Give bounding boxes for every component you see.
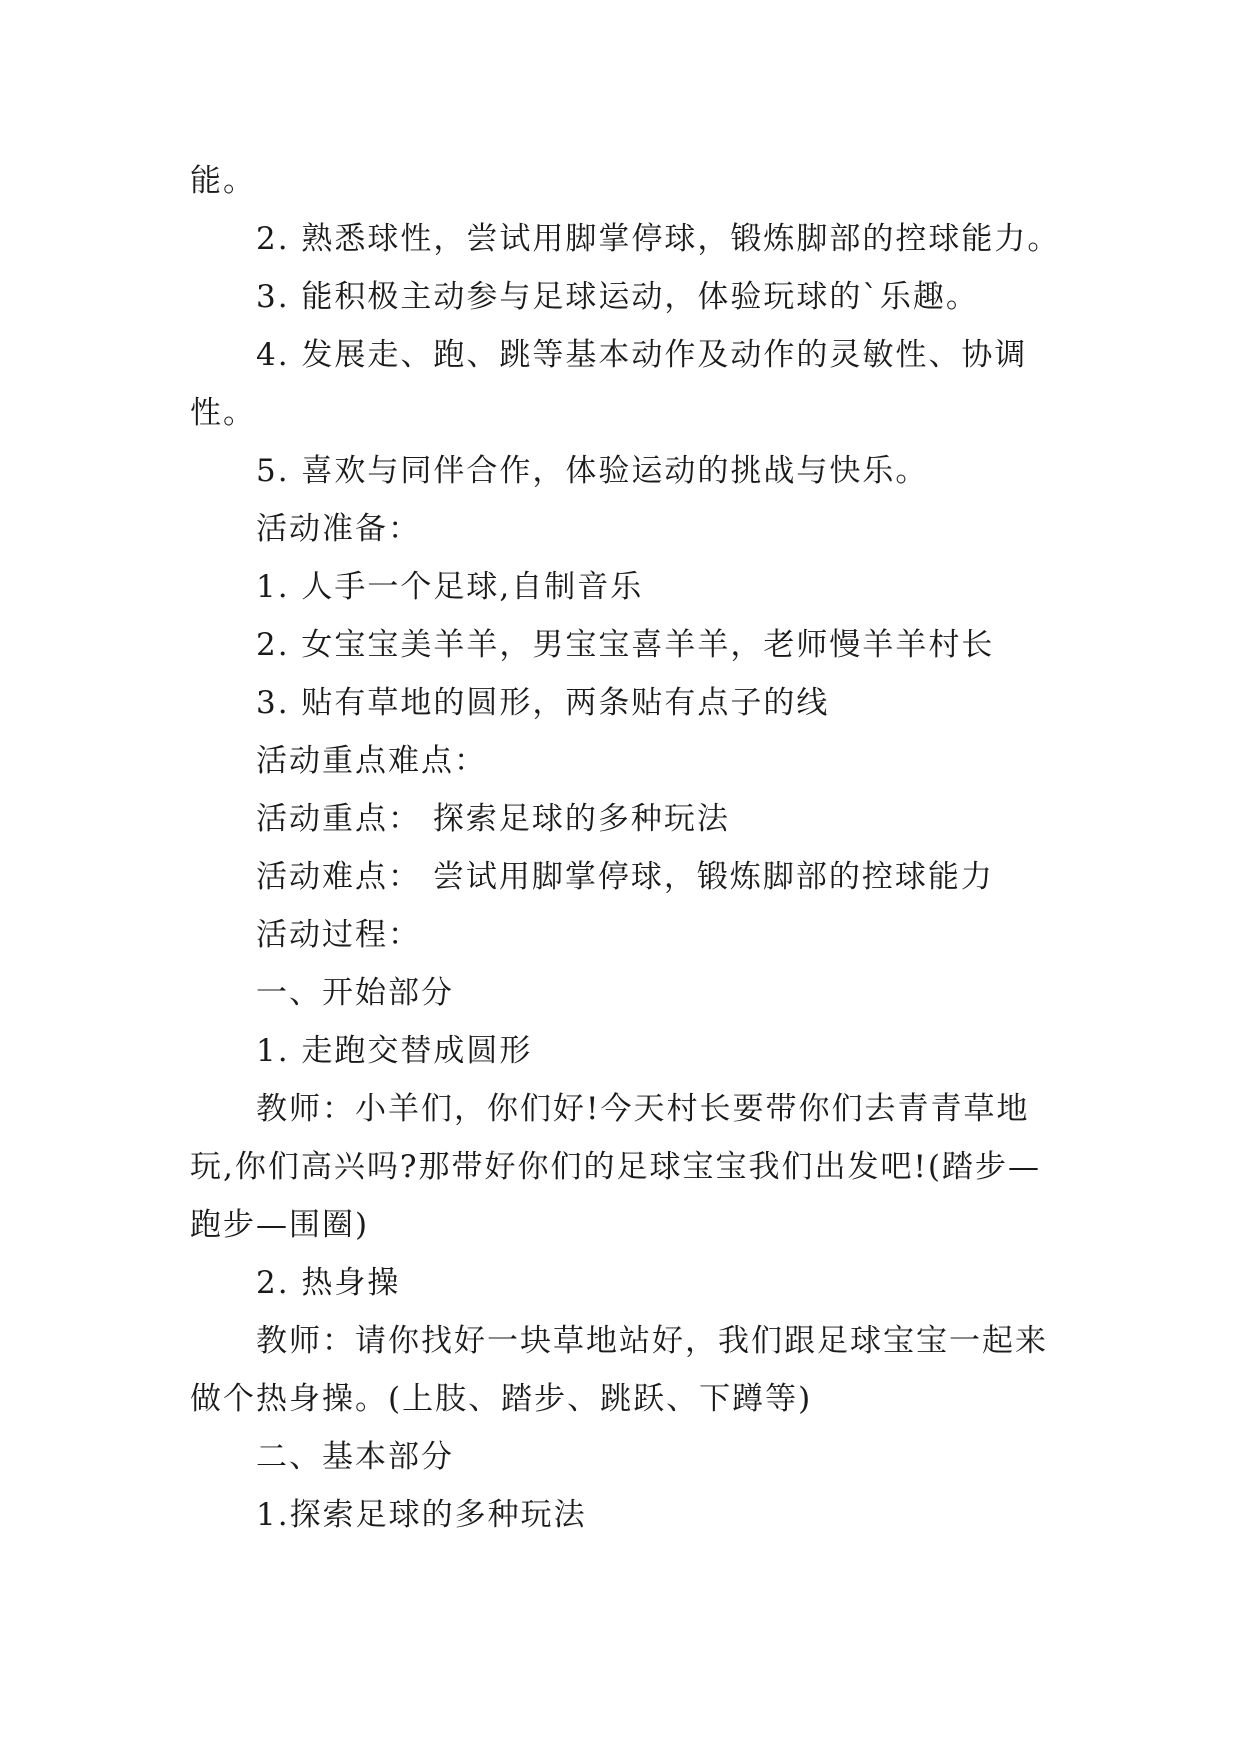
key-point-difficulty: 活动难点： 尝试用脚掌停球，锻炼脚部的控球能力 <box>256 859 994 895</box>
preparation-item-2: 2. 女宝宝美羊羊，男宝宝喜羊羊，老师慢羊羊村长 <box>256 627 995 663</box>
objective-item-5: 5. 喜欢与同伴合作，体验运动的挑战与快乐。 <box>256 453 929 489</box>
process-part-2-heading: 二、基本部分 <box>256 1439 454 1475</box>
section-heading-process: 活动过程： <box>256 917 421 953</box>
paragraph-continuation: 能。 <box>190 163 256 199</box>
key-point-focus: 活动重点： 探索足球的多种玩法 <box>256 801 730 837</box>
objective-item-3: 3. 能积极主动参与足球运动，体验玩球的`乐趣。 <box>256 279 979 315</box>
process-part-2-step-1: 1.探索足球的多种玩法 <box>256 1497 587 1533</box>
section-heading-preparation: 活动准备： <box>256 511 421 547</box>
teacher-dialogue-1: 教师：小羊们，你们好!今天村长要带你们去青青草地玩,你们高兴吗?那带好你们的足球宝宝我们出发吧!(踏步—跑步—围圈) <box>190 1091 1042 1243</box>
section-heading-key-points: 活动重点难点： <box>256 743 487 779</box>
preparation-item-3: 3. 贴有草地的圆形，两条贴有点子的线 <box>256 685 830 721</box>
process-step-2: 2. 热身操 <box>256 1265 401 1301</box>
preparation-item-1: 1. 人手一个足球,自制音乐 <box>256 569 644 605</box>
objective-item-4: 4. 发展走、跑、跳等基本动作及动作的灵敏性、协调性。 <box>190 337 1028 431</box>
document-body <box>190 152 1070 1544</box>
process-step-1: 1. 走跑交替成圆形 <box>256 1033 533 1069</box>
teacher-dialogue-2: 教师：请你找好一块草地站好，我们跟足球宝宝一起来做个热身操。(上肢、踏步、跳跃、下蹲等) <box>190 1323 1048 1417</box>
objective-item-2: 2. 熟悉球性，尝试用脚掌停球，锻炼脚部的控球能力。 <box>256 221 1061 257</box>
process-part-1-heading: 一、开始部分 <box>256 975 454 1011</box>
